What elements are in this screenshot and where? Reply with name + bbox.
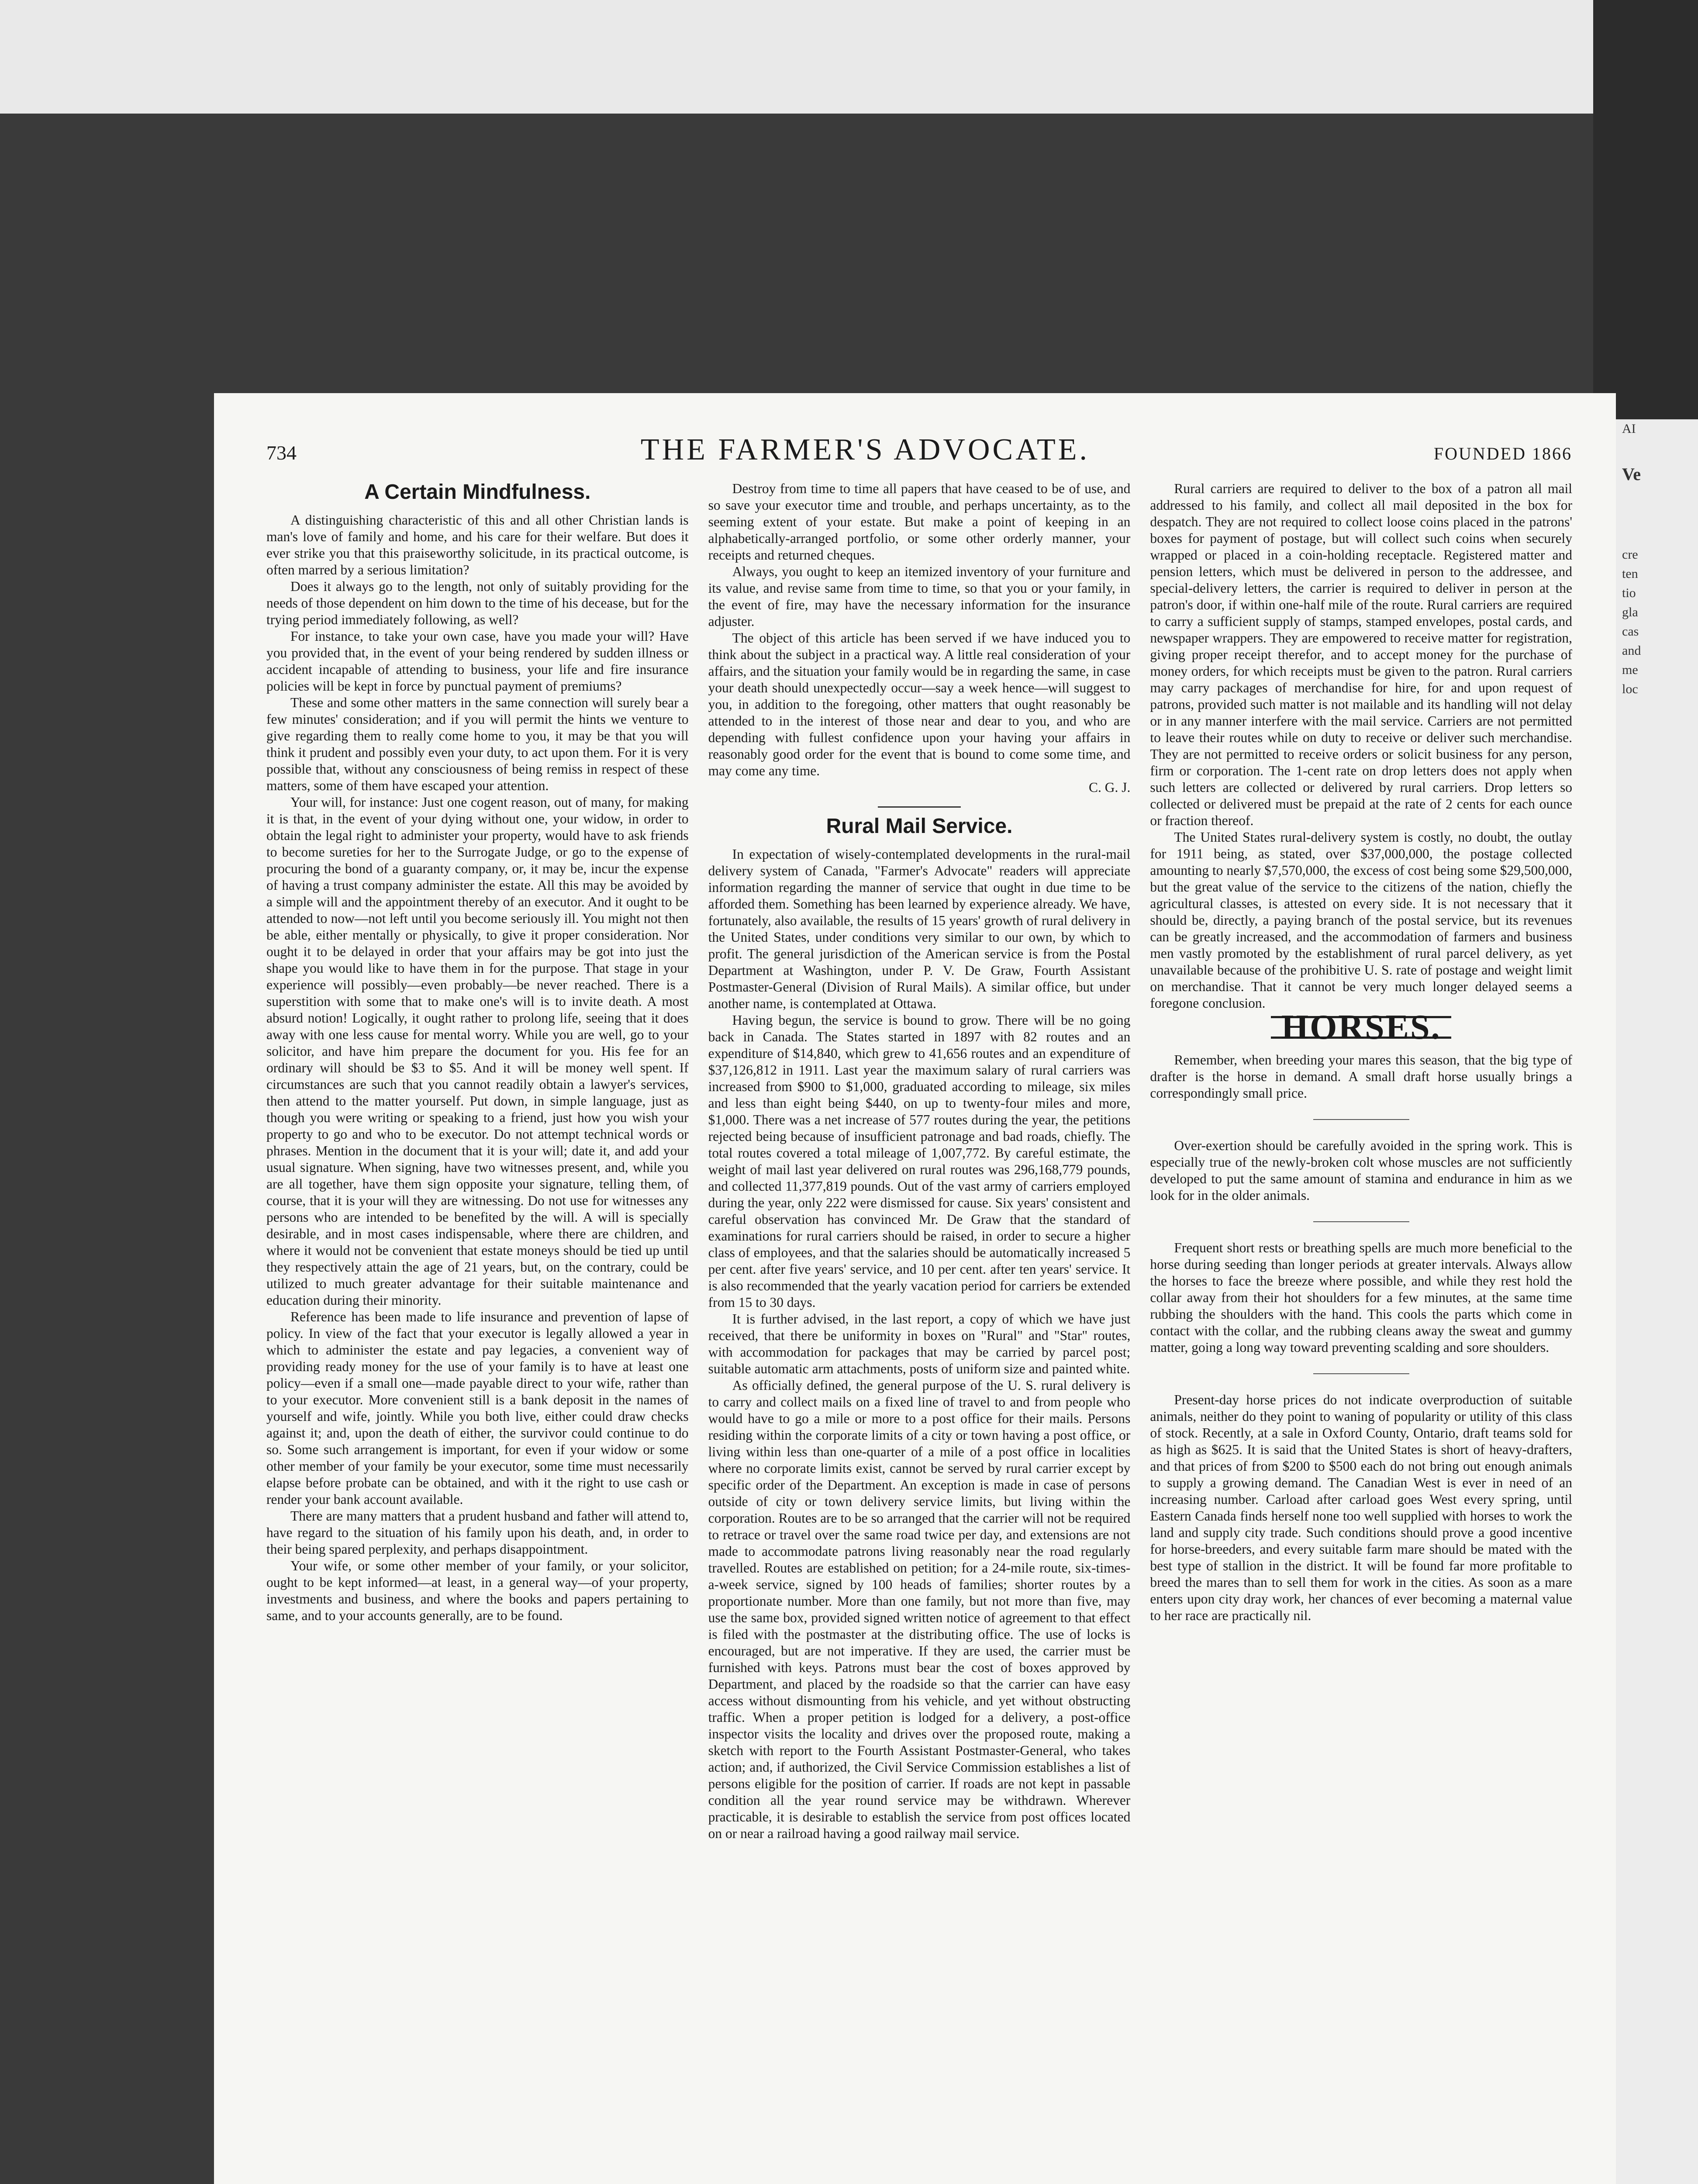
paragraph: Your wife, or some other member of your family, or your solicitor, ought to be kept informed—at least, in a general way—of your property, investments and business, and where the books and papers pertaining to same, and to your accounts generally, are to be found. <box>266 1558 689 1623</box>
signature: C. G. J. <box>1088 780 1131 795</box>
divider <box>878 806 961 808</box>
bleed-line: ten <box>1622 567 1638 581</box>
divider <box>1313 1119 1409 1120</box>
article-title: A Certain Mindfulness. <box>364 480 591 504</box>
paragraph: Over-exertion should be carefully avoided in the spring work. This is especially true of the newly-broken colt whose muscles are not sufficiently developed to put the same amount of stamina and endurance in him as we look for in the older animals. <box>1150 1138 1573 1203</box>
paragraph: There are many matters that a prudent husband and father will attend to, have regard to the situation of his family upon his death, and, in order to their being spared perplexity, and perhaps disappointment. <box>266 1508 689 1557</box>
paragraph: Always, you ought to keep an itemized inventory of your furniture and its value, and revise same from time to time, so that you or your family, in the event of fire, may have the necessary information for the insurance adjuster. <box>708 564 1131 629</box>
paragraph: These and some other matters in the same connection will surely bear a few minutes' consideration; and if you will permit the hints we venture to give regarding them to really come home to you, it may be that you will think it prudent and possibly even your duty, to act upon them. For it is very possible that, without any consciousness of being remiss in respect of these matters, some of them have escaped your attention. <box>266 695 689 793</box>
column-2 <box>708 480 1131 2184</box>
paragraph: Reference has been made to life insurance and prevention of lapse of policy. In view of the fact that your executor is legally allowed a year in which to administer the estate and pay legacies, a convenient way of providing ready money for the use of your family is to have at least one policy—even if a small one—made payable direct to your wife, rather than to your executor. More convenient still is a bank deposit in the names of yourself and wife, jointly. While you both live, either could draw checks against it; and, upon the death of either, the survivor could continue to do so. Some such arrangement is important, for even if your widow or some other member of your family be your executor, some time must necessarily elapse before probate can be obtained, and with it the right to use cash or render your bank account available. <box>266 1309 689 1507</box>
bleed-line: tio <box>1622 586 1636 600</box>
paragraph: Present-day horse prices do not indicate overproduction of suitable animals, neither do they point to waning of popularity or utility of this class of stock. Recently, at a sale in Oxford County, Ontario, draft teams sold for as high as $625. It is said that the United States is short of heavy-drafters, and that prices of from $200 to $500 each do not bring out enough animals to supply a growing demand. The Canadian West is ever in need of an increasing number. Carload after carload goes West every spring, until Eastern Canada finds herself none too well supplied with horses to work the land and supply city trade. Such conditions should prove a good incentive for horse-breeders, and every suitable farm mare should be mated with the best type of stallion in the district. It will be found far more profitable to breed the mares than to sell them for work in the cities. As soon as a mare enters upon city dray work, her chances of ever becoming a maternal value to her race are practically nil. <box>1150 1392 1573 1623</box>
article-title: Rural Mail Service. <box>826 815 1013 838</box>
bleed-line: and <box>1622 643 1641 658</box>
masthead: THE FARMER'S ADVOCATE. <box>640 433 1090 467</box>
column-3 <box>1150 480 1572 2184</box>
bleed-line: gla <box>1622 605 1638 619</box>
column-1 <box>266 480 689 2184</box>
page-header <box>266 432 1572 472</box>
article-columns <box>266 480 1572 2184</box>
bleed-line: cas <box>1622 624 1639 639</box>
paragraph: It is further advised, in the last report, a copy of which we have just received, that there be uniformity in boxes on "Rural" and "Star" routes, with accommodation for packages that may be carried by parcel post; suitable automatic arm attachments, posts of uniform size and painted white. <box>708 1311 1131 1376</box>
paragraph: A distinguishing characteristic of this and all other Christian lands is man's love of family and home, and his care for their welfare. But does it ever strike you that this praiseworthy solicitude, in its practical outcome, is often marred by a serious limitation? <box>266 512 689 577</box>
paragraph: As officially defined, the general purpose of the U. S. rural delivery is to carry and collect mails on a fixed line of travel to and from people who would have to go a mile or more to a post office for their mails. Persons residing within the corporate limits of a city or town having a post office, or living within less than one-quarter of a mile of a post office in localities where no corporate limits exist, cannot be served by rural carrier except by specific order of the Department. An exception is made in case of persons outside of city or town delivery service limits, but living within the corporation. Routes are to be so arranged that the carrier will not be required to retrace or travel over the same road twice per day, and extensions are not made to accommodate patrons living reasonably near the road regularly travelled. Routes are established on petition; for a 24-mile route, six-times-a-week service, signed by 100 heads of families; shorter routes by a proportionate number. More than one family, but not more than five, may use the same box, provided signed written notice of agreement to that effect is filed with the postmaster at the distributing office. The use of locks is encouraged, but are not imperative. If they are used, the carrier must be furnished with keys. Patrons must bear the cost of boxes approved by Department, and placed by the roadside so that the carrier can have easy access without dismounting from his vehicle, and yet without obstructing traffic. When a proper petition is lodged for a delivery, a post-office inspector visits the locality and drives over the proposed route, making a sketch with report to the Fourth Assistant Postmaster-General, who takes action; and, if authorized, the Civil Service Commission establishes a list of persons eligible for the position of carrier. If roads are not kept in passable condition all the year round service may be withdrawn. Wherever practicable, it is desirable to establish the service from post offices located on or near a railroad having a good railway mail service. <box>708 1378 1131 1841</box>
paragraph: Rural carriers are required to deliver to the box of a patron all mail addressed to his family, and collect all mail deposited in the box for despatch. They are not required to collect loose coins placed in the patrons' boxes for payment of postage, but will collect such coins when securely wrapped or placed in a coin-holding receptacle. Registered matter and pension letters, which must be delivered in person to the addressee, and special-delivery letters, the carrier is required to deliver in person at the patron's door, if within one-half mile of the route. Rural carriers are required to carry a sufficient supply of stamps, stamped envelopes, postal cards, and newspaper wrappers. They are empowered to receive matter for registration, giving proper receipt therefor, and to accept money for the purchase of money orders, for which receipts must be given to the patron. Rural carriers may carry packages of merchandise for hire, for and upon request of patrons, provided such matter is not mailable and its handling will not delay or in any manner interfere with the mail service. Carriers are not permitted to leave their routes while on duty to receive or deliver such merchandise. They are not permitted to receive orders or solicit business for any person, firm or corporation. The 1-cent rate on drop letters does not apply when such letters are collected or delivered by rural carriers. Drop letters so collected or delivered must be prepaid at the rate of 2 cents for each ounce or fraction thereof. <box>1150 481 1573 828</box>
paragraph: Frequent short rests or breathing spells are much more beneficial to the horse during seeding than longer periods at greater intervals. Always allow the horses to face the breeze where possible, and while they rest hold the collar away from their hot shoulders for a few minutes, at the same time rubbing the shoulders with the hand. This cools the parts which come in contact with the collar, and the rubbing cleans away the sweat and gummy matter, going a long way toward preventing scalding and sore shoulders. <box>1150 1240 1573 1355</box>
bleed-line: me <box>1622 663 1638 677</box>
paragraph: Your will, for instance: Just one cogent reason, out of many, for making it is that, in the event of your dying without one, your widow, in order to obtain the legal right to administer your property, would have to ask friends to become sureties for her to the Surrogate Judge, or go to the expense of procuring the bond of a guaranty company, or, it may be, incur the expense of having a trust company administer the estate. All this may be avoided by a simple will and the appointment thereby of an executor. And it ought to be attended to now—not left until you become seriously ill. You might not then be able, either mentally or physically, to give it proper consideration. Nor ought it to be delayed in order that your affairs may be got into just the shape you would like to have them in for the purpose. That stage in your experience will possibly—even probably—be never reached. There is a superstition with some that to make one's will is to invite death. A most absurd notion! Logically, it ought rather to prolong life, seeing that it does away with one less cause for mental worry. While you are well, go to your solicitor, and have him prepare the document for you. His fee for an ordinary will should be $3 to $5. And it will be money well spent. If circumstances are such that you cannot readily obtain a lawyer's services, then attend to the matter yourself. Put down, in simple language, just as though you were writing or speaking to a friend, just how you wish your property to go and who to be executor. Do not attempt technical words or phrases. Mention in the document that it is your will; date it, and add your usual signature. When signing, have two witnesses present, and, while you are all together, have them sign opposite your signature, telling them, of course, that it is your will they are witnessing. Do not use for witnesses any persons who are intended to be benefited by the will. A will is specially desirable, and in most cases indispensable, where there are children, and where it would not be convenient that estate moneys should be tied up until they respectively attain the age of 21 years, but, on the contrary, could be utilized to much greater advantage for their suitable maintenance and education during their minority. <box>266 795 689 1308</box>
page-number: 734 <box>266 442 297 464</box>
paragraph: Remember, when breeding your mares this season, that the big type of drafter is the horse in demand. A small draft horse usually brings a correspondingly small price. <box>1150 1052 1573 1101</box>
bleed-line: AI <box>1622 422 1636 436</box>
adjacent-page-bleed <box>1616 419 1698 2184</box>
newspaper-page <box>214 393 1616 2184</box>
paragraph: Destroy from time to time all papers that have ceased to be of use, and so save your executor time and trouble, and perhaps uncertainty, as to the seeming extent of your estate. But make a point of keeping in an alphabetically-arranged portfolio, or some other orderly manner, your receipts and returned cheques. <box>708 481 1131 563</box>
scan-margin-top <box>0 0 1698 114</box>
bleed-line: loc <box>1622 682 1638 696</box>
section-heading <box>1150 1008 1572 1047</box>
divider <box>1313 1221 1409 1222</box>
paragraph: Does it always go to the length, not only of suitably providing for the needs of those dependent on him down to the time of his decease, but for the trying period immediately following, as well? <box>266 579 689 627</box>
bleed-line: Ve <box>1622 464 1641 484</box>
founded-line: FOUNDED 1866 <box>1433 444 1572 463</box>
paragraph: In expectation of wisely-contemplated developments in the rural-mail delivery system of Canada, "Farmer's Advocate" readers will appreciate information regarding the manner of service that ought in due time to be afforded them. Something has been learned by experience already. We have, fortunately, also available, the results of 15 years' growth of rural delivery in the United States, under conditions very similar to our own, by which to profit. The general jurisdiction of the American service is from the Postal Department at Washington, under P. V. De Graw, Fourth Assistant Postmaster-General (Division of Rural Mails). A similar office, but under another name, is contemplated at Ottawa. <box>708 847 1131 1011</box>
bleed-line: cre <box>1622 547 1638 562</box>
horses-heading: HORSES. <box>1271 1016 1452 1039</box>
paragraph: The United States rural-delivery system is costly, no doubt, the outlay for 1911 being, as stated, over $37,000,000, the postage collected amounting to nearly $7,570,000, the excess of cost being some $29,500,000, but the great value of the service to the citizens of the nation, chiefly the agricultural classes, is attested on every side. It is not necessary that it should be, directly, a paying branch of the postal service, but its revenues can be greatly increased, and the accommodation of farmers and business men vastly promoted by the establishment of rural parcel delivery, as yet unavailable because of the prohibitive U. S. rate of postage and weight limit on merchandise. That it cannot be very much longer delayed seems a foregone conclusion. <box>1150 829 1573 1011</box>
paragraph: For instance, to take your own case, have you made your will? Have you provided that, in the event of your being rendered by sudden illness or accident incapable of attending to business, your life and fire insurance policies will be kept in force by punctual payment of premiums? <box>266 629 689 694</box>
divider <box>1313 1373 1409 1374</box>
paragraph: Having begun, the service is bound to grow. There will be no going back in Canada. The States started in 1897 with 82 routes and an expenditure of $14,840, which grew to 41,656 routes and an expenditure of $37,126,812 in 1911. Last year the maximum salary of rural carriers was increased from $900 to $1,000, graduated according to mileage, six miles and less than eight being $440, on up to twenty-four miles and more, $1,000. There was a net increase of 577 routes during the year, the petitions rejected being because of insufficient patronage and bad roads, chiefly. The total routes covered a total mileage of 1,007,772. By careful estimate, the weight of mail last year delivered on rural routes was 296,168,779 pounds, and collected 11,377,819 pounds. Out of the vast army of carriers employed during the year, only 222 were dismissed for cause. Six years' consistent and careful observation has convinced Mr. De Graw that the standard of examinations for rural carriers should be raised, in order to secure a higher class of employees, and that the salaries should be automatically increased 5 per cent. after five years' service, and 10 per cent. after ten years' service. It is also recommended that the yearly vacation period for carriers be extended from 15 to 30 days. <box>708 1013 1131 1310</box>
paragraph: The object of this article has been served if we have induced you to think about the subject in a practical way. A little real consideration of your affairs, and the situation your family would be in regarding the same, in case your death should unexpectedly occur—say a week hence—will suggest to you, in addition to the foregoing, other matters that ought reasonably be attended to in the interest of those near and dear to you, and who are depending with fullest confidence upon your having your affairs in reasonably good order for the event that is bound to come some time, and may come any time. <box>708 630 1131 778</box>
